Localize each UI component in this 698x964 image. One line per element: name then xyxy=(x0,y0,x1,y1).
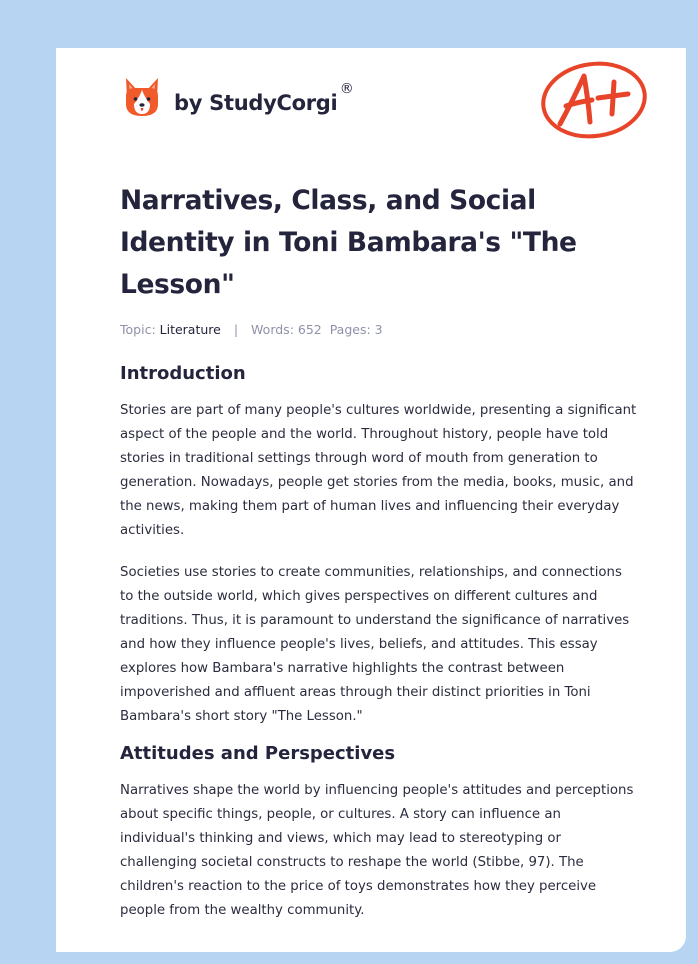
brand-name: by StudyCorgi ® xyxy=(174,81,354,115)
topic-link[interactable]: Literature xyxy=(159,322,221,337)
topic-label: Topic: xyxy=(120,322,156,337)
corgi-icon xyxy=(122,76,162,120)
grade-a-plus-badge xyxy=(538,58,650,146)
paragraph: Societies use stories to create communities, relationships, and connections to the outside world, which gives perspectives on different cultures and traditions. Thus, it is paramount to understand the significance of narratives and how they influence people's lives, beliefs, and attitudes. This essay explores how Bambara's narrative highlights the contrast between impoverished and affluent areas through their distinct priorities in Toni Bambara's short story "The Lesson." xyxy=(120,565,630,724)
article-meta xyxy=(120,322,638,337)
document-page xyxy=(56,48,686,952)
section-heading-attitudes: Attitudes and Perspectives xyxy=(120,743,396,764)
meta-separator: | xyxy=(233,322,239,337)
word-count: Words: 652 xyxy=(251,322,322,337)
paragraph: Stories are part of many people's cultures worldwide, presenting a significant aspect of the people and the world. Throughout history, people have told stories in traditional settings through word of mouth from generation to generation. Nowadays, people get stories from the media, books, music, and the news, making them part of human lives and influencing their everyday activities. xyxy=(120,403,637,538)
article-title: Narratives, Class, and Social Identity in Toni Bambara's "The Lesson" xyxy=(120,185,577,300)
studycorgi-logo[interactable] xyxy=(122,76,354,120)
page-count: Pages: 3 xyxy=(329,322,383,337)
registered-mark: ® xyxy=(339,81,354,97)
article xyxy=(120,180,638,923)
section-heading-introduction: Introduction xyxy=(120,363,246,384)
paragraph: Narratives shape the world by influencing people's attitudes and perceptions about specific things, people, or cultures. A story can influence an individual's thinking and views, which may lead to stereotyping or challenging societal constructs to reshape the world (Stibbe, 97). The children's reaction to the price of toys demonstrates how they perceive people from the wealthy community. xyxy=(120,783,634,918)
